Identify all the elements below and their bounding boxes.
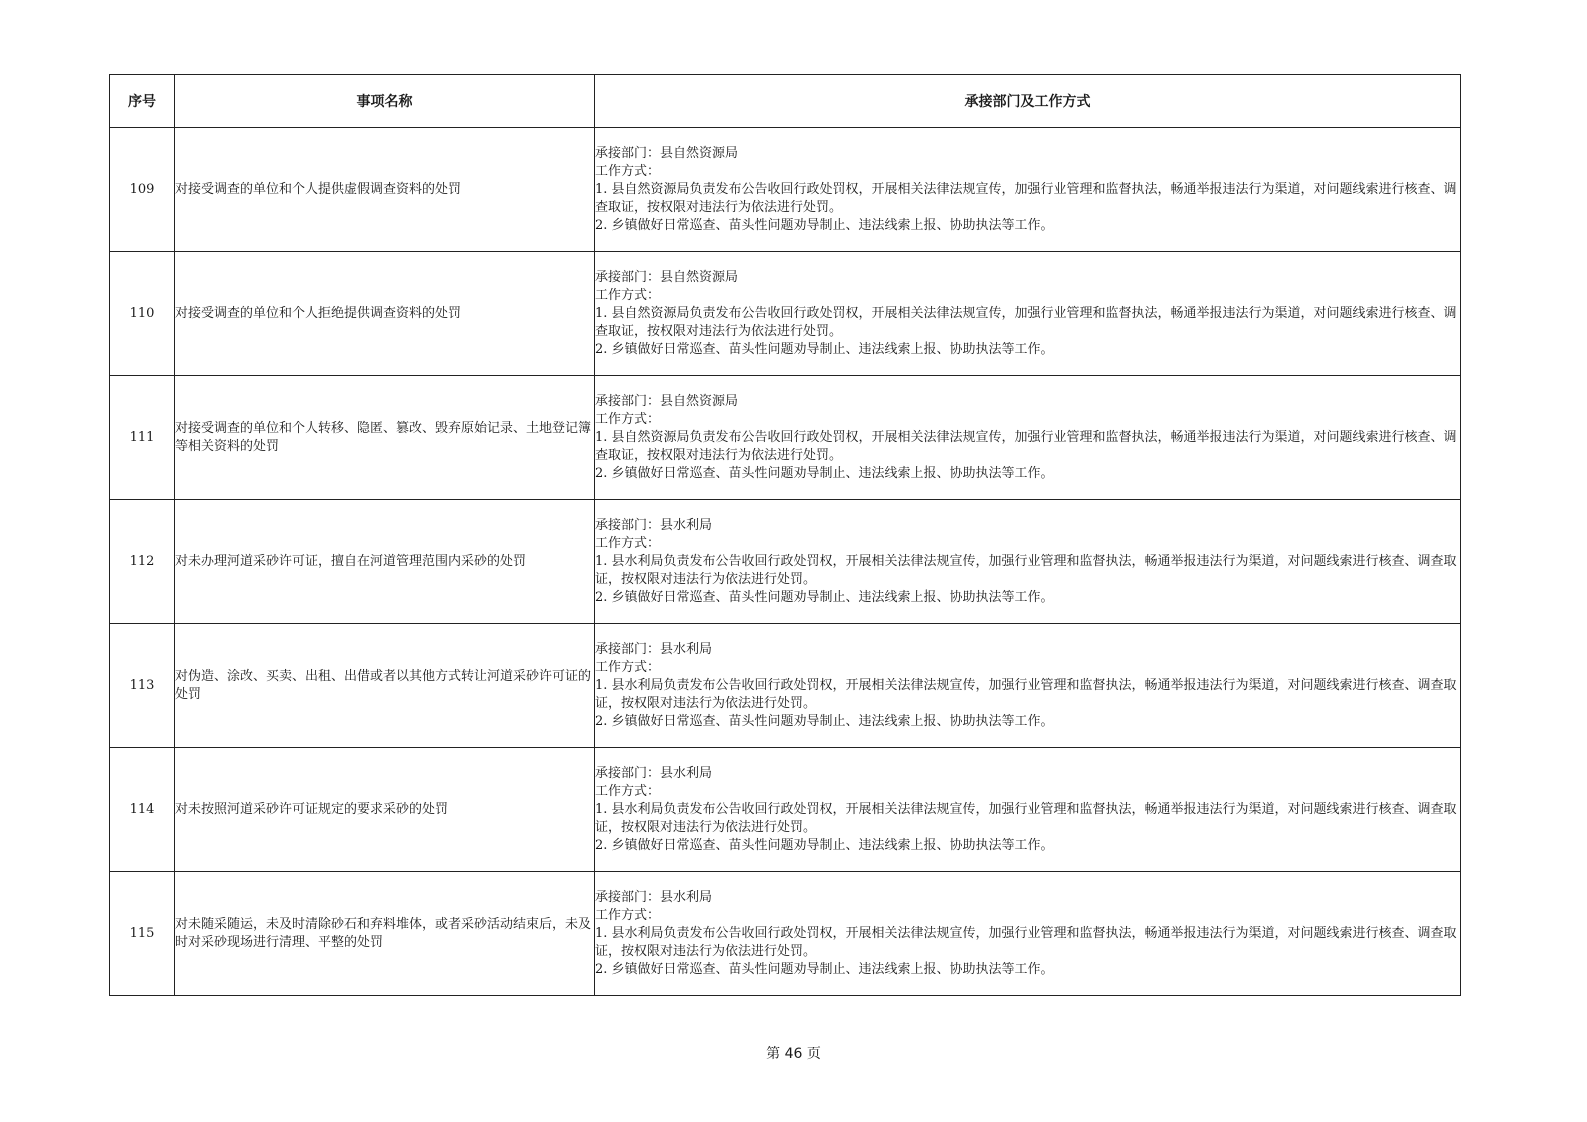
method-step-1: 1. 县自然资源局负责发布公告收回行政处罚权，开展相关法律法规宣传，加强行业管理和监督执法，畅通举报违法行为渠道，对问题线索进行核查、调查取证，按权限对违法行为依法进行处罚。 — [595, 181, 1457, 215]
row-serial-number: 109 — [110, 128, 175, 252]
method-step-1: 1. 县自然资源局负责发布公告收回行政处罚权，开展相关法律法规宣传，加强行业管理和监督执法，畅通举报违法行为渠道，对问题线索进行核查、调查取证，按权限对违法行为依法进行处罚。 — [595, 429, 1457, 463]
row-serial-number: 110 — [110, 252, 175, 376]
table-row — [110, 624, 1461, 748]
method-label: 工作方式： — [595, 907, 661, 923]
method-step-2: 2. 乡镇做好日常巡查、苗头性问题劝导制止、违法线索上报、协助执法等工作。 — [595, 217, 1054, 233]
method-step-2: 2. 乡镇做好日常巡查、苗头性问题劝导制止、违法线索上报、协助执法等工作。 — [595, 961, 1054, 977]
header-serial-number: 序号 — [110, 75, 175, 128]
method-step-2: 2. 乡镇做好日常巡查、苗头性问题劝导制止、违法线索上报、协助执法等工作。 — [595, 837, 1054, 853]
department-line: 承接部门：县水利局 — [595, 641, 713, 657]
table-row — [110, 128, 1461, 252]
table-row — [110, 500, 1461, 624]
row-item-name: 对接受调查的单位和个人拒绝提供调查资料的处罚 — [175, 252, 595, 376]
row-item-name: 对伪造、涂改、买卖、出租、出借或者以其他方式转让河道采砂许可证的处罚 — [175, 624, 595, 748]
header-item-name: 事项名称 — [175, 75, 595, 128]
row-item-name: 对未办理河道采砂许可证，擅自在河道管理范围内采砂的处罚 — [175, 500, 595, 624]
row-department-method — [595, 252, 1461, 376]
method-step-1: 1. 县水利局负责发布公告收回行政处罚权，开展相关法律法规宣传，加强行业管理和监督执法，畅通举报违法行为渠道，对问题线索进行核查、调查取证，按权限对违法行为依法进行处罚。 — [595, 553, 1457, 587]
row-department-method — [595, 500, 1461, 624]
method-step-2: 2. 乡镇做好日常巡查、苗头性问题劝导制止、违法线索上报、协助执法等工作。 — [595, 713, 1054, 729]
department-line: 承接部门：县水利局 — [595, 889, 713, 905]
table-row — [110, 748, 1461, 872]
method-step-2: 2. 乡镇做好日常巡查、苗头性问题劝导制止、违法线索上报、协助执法等工作。 — [595, 341, 1054, 357]
items-table — [109, 74, 1461, 996]
method-label: 工作方式： — [595, 163, 661, 179]
table-row — [110, 376, 1461, 500]
row-serial-number: 112 — [110, 500, 175, 624]
header-department-method: 承接部门及工作方式 — [595, 75, 1461, 128]
method-label: 工作方式： — [595, 659, 661, 675]
row-item-name: 对接受调查的单位和个人提供虚假调查资料的处罚 — [175, 128, 595, 252]
department-line: 承接部门：县自然资源局 — [595, 393, 739, 409]
table-header-row — [110, 75, 1461, 128]
row-serial-number: 115 — [110, 872, 175, 996]
method-step-1: 1. 县水利局负责发布公告收回行政处罚权，开展相关法律法规宣传，加强行业管理和监督执法，畅通举报违法行为渠道，对问题线索进行核查、调查取证，按权限对违法行为依法进行处罚。 — [595, 925, 1457, 959]
table-row — [110, 872, 1461, 996]
department-line: 承接部门：县自然资源局 — [595, 269, 739, 285]
table-row — [110, 252, 1461, 376]
row-department-method — [595, 128, 1461, 252]
method-step-2: 2. 乡镇做好日常巡查、苗头性问题劝导制止、违法线索上报、协助执法等工作。 — [595, 589, 1054, 605]
method-label: 工作方式： — [595, 535, 661, 551]
method-label: 工作方式： — [595, 287, 661, 303]
department-line: 承接部门：县水利局 — [595, 765, 713, 781]
row-department-method — [595, 624, 1461, 748]
method-label: 工作方式： — [595, 411, 661, 427]
row-serial-number: 111 — [110, 376, 175, 500]
method-step-1: 1. 县水利局负责发布公告收回行政处罚权，开展相关法律法规宣传，加强行业管理和监督执法，畅通举报违法行为渠道，对问题线索进行核查、调查取证，按权限对违法行为依法进行处罚。 — [595, 801, 1457, 835]
method-step-1: 1. 县自然资源局负责发布公告收回行政处罚权，开展相关法律法规宣传，加强行业管理和监督执法，畅通举报违法行为渠道，对问题线索进行核查、调查取证，按权限对违法行为依法进行处罚。 — [595, 305, 1457, 339]
row-item-name: 对未随采随运，未及时清除砂石和弃料堆体，或者采砂活动结束后，未及时对采砂现场进行清理、平整的处罚 — [175, 872, 595, 996]
method-step-1: 1. 县水利局负责发布公告收回行政处罚权，开展相关法律法规宣传，加强行业管理和监督执法，畅通举报违法行为渠道，对问题线索进行核查、调查取证，按权限对违法行为依法进行处罚。 — [595, 677, 1457, 711]
department-line: 承接部门：县水利局 — [595, 517, 713, 533]
method-step-2: 2. 乡镇做好日常巡查、苗头性问题劝导制止、违法线索上报、协助执法等工作。 — [595, 465, 1054, 481]
row-department-method — [595, 872, 1461, 996]
method-label: 工作方式： — [595, 783, 661, 799]
department-line: 承接部门：县自然资源局 — [595, 145, 739, 161]
row-serial-number: 114 — [110, 748, 175, 872]
row-item-name: 对未按照河道采砂许可证规定的要求采砂的处罚 — [175, 748, 595, 872]
row-department-method — [595, 376, 1461, 500]
page-number: 第 46 页 — [766, 1046, 821, 1062]
row-item-name: 对接受调查的单位和个人转移、隐匿、篡改、毁弃原始记录、土地登记簿等相关资料的处罚 — [175, 376, 595, 500]
row-department-method — [595, 748, 1461, 872]
row-serial-number: 113 — [110, 624, 175, 748]
